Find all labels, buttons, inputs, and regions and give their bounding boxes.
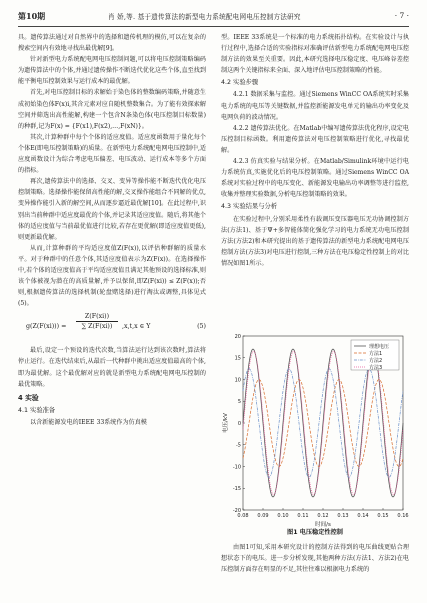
header-rule xyxy=(18,26,409,27)
paragraph: 在实验过程中,分别采用柔性有载调压变压器电压无功协调控制方法(方法1)、基于Ψ+多智能体简化强化学习的电力系统无功电压控制方法(方法2)和本研究提出的基于遗传算法的新型电力系统配电网电压控制方法(方法3)对电压进行控制,三种方法在电压稳定性控制上的对比情况如图1所示。 xyxy=(221,215,409,267)
equation-5 xyxy=(18,311,206,343)
x-tick-label: 0.15 xyxy=(377,513,389,519)
subsubsection-heading: 4.2.2 遗传算法优化。 xyxy=(233,124,294,132)
x-tick-label: 0.08 xyxy=(237,513,249,519)
y-tick-label: 5 xyxy=(237,399,241,406)
chart-svg xyxy=(221,330,409,528)
paragraph: 再次,遗传算法中的选择、交叉、变异等操作能不断迭代优化电压控制策略。选择操作能保留高性能的解,交叉操作能组合不同解的优点,变异操作能引入新的解空间,从而逐步逼近最优解[10]。在此过程中,识别出当前种群中适应度最优的个体,并记录其适应度值。随后,将其他个体的适应度值与当前最优值进行比较,若存在更优解(即适应度值更低),则更新最优解。 xyxy=(18,178,206,241)
equation-denominator: ∑ Z(F(xi)) xyxy=(81,323,113,331)
y-tick-label: -5 xyxy=(236,442,241,449)
subsection-heading: 4.2 实验步骤 xyxy=(221,79,259,87)
equation-condition: ,x,t,x ∈ Y xyxy=(122,323,151,331)
x-tick-label: 0.14 xyxy=(357,513,369,519)
paragraph-text: 在Matlab中编写遗传算法优化程序,设定电压控制目标函数。利用遗传算法对电压控制策略进行优化,寻找最优解。 xyxy=(221,124,409,154)
equation-lhs: g(Z(F(xi))) = xyxy=(26,323,67,331)
paragraph: 以含新能源发电的IEEE 33系统作为仿真模 xyxy=(30,418,147,426)
x-tick-label: 0.13 xyxy=(337,513,349,519)
y-tick-label: 20 xyxy=(234,333,241,340)
legend-label: 方法3 xyxy=(369,364,383,371)
y-tick-label: 15 xyxy=(234,355,241,362)
paragraph: 首先,对电压控制目标的求解始于染色体的整数编码策略,并随意生成初始染色体F(x)i,其含元素对应自随机整数集合。为了能有效探索解空间并筛选出高性能解,构建一个包含N条染色体(电压控制目标数量)的种群,记为F(x) = {F(x1),F(x2),…,F(xN)}。 xyxy=(18,89,206,130)
y-tick-label: 10 xyxy=(234,377,241,384)
equation-fraction xyxy=(76,312,118,332)
left-column xyxy=(18,32,206,428)
legend-label: 方法2 xyxy=(369,357,383,364)
x-tick-label: 0.16 xyxy=(397,513,409,519)
subsubsection-heading: 4.2.1 数据采集与监控。 xyxy=(233,91,300,99)
y-tick-label: -15 xyxy=(232,486,241,493)
legend-label: 方法1 xyxy=(369,350,383,357)
paragraph: 由图1可知,采用本研究设计的控制方法得到的电压曲线更贴合理想状态下的电压。进一步分析发现,其他两种方法(方法1、方法2)在电压控制方面存在明显的不足,其往往难以根据电力系统的 xyxy=(221,544,409,574)
page-header xyxy=(18,10,409,26)
y-tick-label: -20 xyxy=(232,507,241,514)
paragraph-text: 通过Siemens WinCC OA系统实时采集电力系统的电压等关键数据,并监控新能源发电单元的输出功率变化及电网负荷的波动情况。 xyxy=(221,91,409,121)
subsection-heading: 4.3 实验结果与分析 xyxy=(221,203,278,211)
y-tick-label: 0 xyxy=(237,420,241,427)
subsection-heading: 4.1 实验准备 xyxy=(18,406,56,414)
running-title: 肖 娇,等. 基于遗传算法的新型电力系统配电网电压控制方法研究 xyxy=(108,13,301,21)
issue-number: 第10期 xyxy=(18,11,46,21)
subsubsection-heading: 4.2.3 仿真实验与结果分析。 xyxy=(233,158,314,166)
x-tick-label: 0.10 xyxy=(277,513,289,519)
paragraph-text: 在Matlab/Simulink环境中运行电力系统仿真,实施优化后的电压控制策略。通过Siemens WinCC OA系统对实验过程中的电压变化、新能源发电输出功率调整等进行监控,收集并整理实验数据,分析电压控制策略的效果。 xyxy=(221,158,409,199)
voltage-chart xyxy=(221,330,409,528)
figure-caption: 图1 电压稳定性控制 xyxy=(287,529,343,536)
paragraph: 型。IEEE 33系统是一个标准的电力系统拓扑结构。在实验设计与执行过程中,选择合适的实验指标对准确评估新型电力系统配电网电压控制方法的效果至关重要。因此,本研究选择电压稳定度、电压峰谷差控制这两个关键指标来全面、深入地评估电压控制策略的性能。 xyxy=(221,34,409,75)
legend-label: 理想电压 xyxy=(369,343,390,350)
y-axis-label: 电压/kV xyxy=(223,413,229,433)
paragraph: 针对新型电力系统配电网电压控制问题,可以将电压控制策略编码为遗传算法中的个体,并通过遗传操作不断迭代优化这些个体,直至找到能平衡电压控制效果与运行成本的最优解。 xyxy=(18,56,206,86)
section-heading: 4 实验 xyxy=(18,393,39,402)
x-axis-label: 时间/s xyxy=(315,522,331,528)
x-tick-label: 0.12 xyxy=(317,513,329,519)
x-tick-label: 0.11 xyxy=(297,513,309,519)
y-tick-label: -10 xyxy=(232,464,241,471)
paragraph: 从而,计算种群的平均适应度值Z(F(x)),以评估种群解的质量水平。对于种群中的任意个体,其适应度值表示为Z(F(x))。在选择操作中,若个体的适应度值高于平均适应度值且满足其他预设的选择标准,则该个体被视为潜在的高质量解,并予以保留,即Z(F(xi)) ≤ Z(F(x));否则,根据遗传算法的选择机制(轮盘赌选择)进行淘汰或调整,具体见式(5)。 xyxy=(18,244,206,308)
right-column xyxy=(221,32,409,269)
equation-numerator: Z(F(xi)) xyxy=(76,312,118,322)
paragraph: 具。遗传算法通过对自然界中的选择和遗传机理的模仿,可以在复杂的搜索空间内有效地寻找出最优解[9]。 xyxy=(18,34,206,53)
page-number: · 7 · xyxy=(394,11,409,20)
equation-number: (5) xyxy=(197,323,206,331)
right-column-continued xyxy=(221,542,409,575)
x-tick-label: 0.09 xyxy=(257,513,269,519)
paragraph: 其次,计算种群中每个个体的适应度值。适应度函数用于量化每个个体E(即电压控制策略)的质量。在新型电力系统配电网电压控制中,适应度函数设计为综合考虑电压偏差、电压波动、运行成本等多个方面的指标。 xyxy=(18,133,206,175)
paragraph: 最后,设定一个预设的迭代次数,当算法运行达到该次数时,算法将停止运行。在迭代结束后,从最后一代种群中挑出适应度值最高的个体,即为最优解。这个最优解对应的就是新型电力系统配电网电压控制的最优策略。 xyxy=(18,347,206,388)
